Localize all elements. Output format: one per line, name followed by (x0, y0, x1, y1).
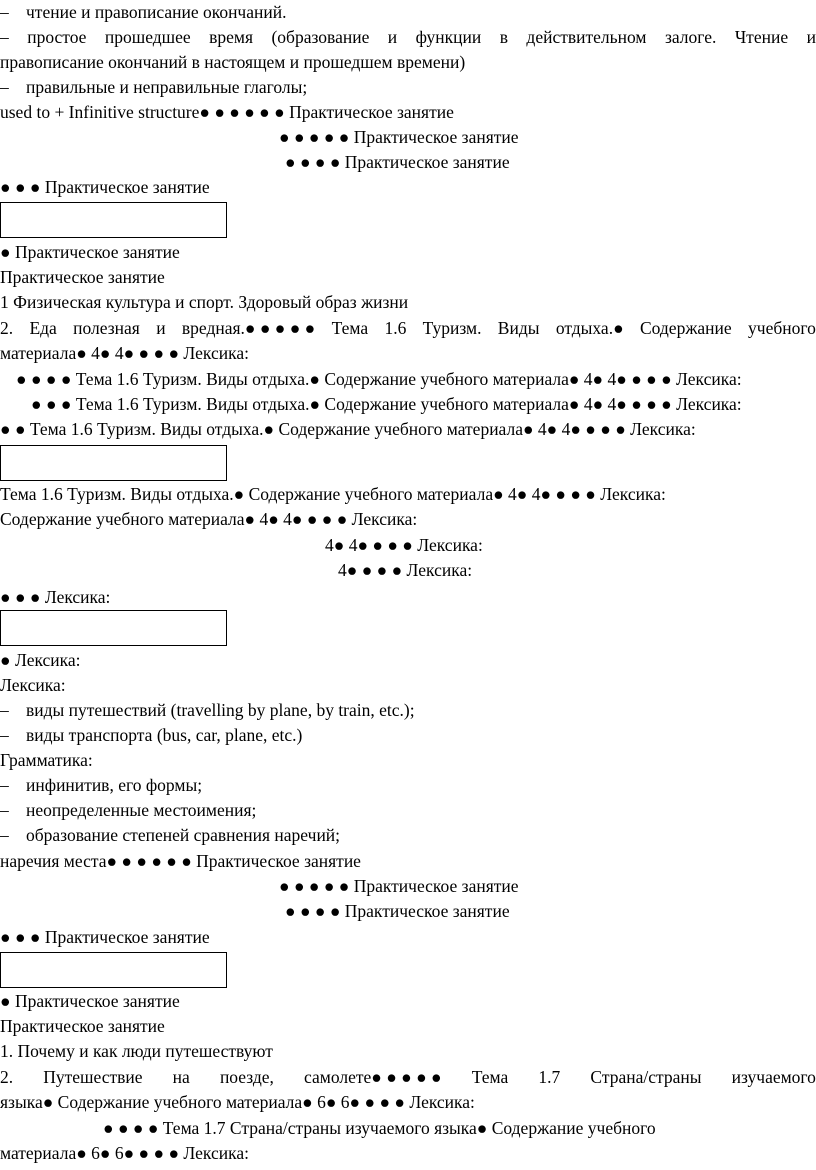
word: Содержание (639, 318, 732, 338)
word: действительном (526, 27, 647, 47)
list-item-text: чтение и правописание окончаний. (26, 2, 287, 22)
list-item (0, 773, 816, 798)
paragraph-line-justified (0, 316, 816, 341)
list-item (0, 723, 816, 748)
empty-box (0, 202, 227, 238)
list-item-text: виды путешествий (travelling by plane, by train, etc.); (26, 700, 415, 720)
dash-marker: – (0, 77, 9, 97)
text-line: ● ● ● Лексика: (0, 587, 111, 607)
list-item-text: неопределенные местоимения; (26, 800, 257, 820)
word: и (387, 27, 398, 47)
text-line: Тема 1.6 Туризм. Виды отдыха.● Содержание учебного материала● 4● 4● ● ● ● Лексика: (0, 484, 666, 504)
dash-marker: – (0, 825, 9, 845)
list-item (0, 0, 816, 25)
empty-box (0, 610, 227, 646)
word: учебного (748, 318, 816, 338)
word: поезде, (219, 1067, 274, 1087)
text-line: наречия места● ● ● ● ● ● Практическое занятие (0, 851, 361, 871)
list-item-text: инфинитив, его формы; (26, 775, 203, 795)
word: – (0, 27, 9, 47)
list-item (0, 75, 816, 100)
text-line: ● ● ● Тема 1.6 Туризм. Виды отдыха.● Содержание учебного материала● 4● 4● ● ● ● Лексика: (31, 394, 742, 414)
text-line: ● Лексика: (0, 650, 81, 670)
dash-marker: – (0, 725, 9, 745)
paragraph-line: правописание окончаний в настоящем и прошедшем времени) (0, 52, 466, 72)
text-line: Содержание учебного материала● 4● 4● ● ● ● Лексика: (0, 509, 418, 529)
word: Путешествие (43, 1067, 143, 1087)
word: простое (27, 27, 87, 47)
paragraph-line-justified (0, 25, 816, 50)
text-line: ● ● ● ● Практическое занятие (285, 152, 510, 172)
text-line: ● ● ● Практическое занятие (0, 177, 210, 197)
word: вредная.● ● ● ● ● (181, 318, 316, 338)
text-line: ● Практическое занятие (0, 242, 180, 262)
text-line: ● ● ● ● ● Практическое занятие (279, 127, 519, 147)
word: Тема (331, 318, 369, 338)
word: функции (415, 27, 482, 47)
text-line: 4● 4● ● ● ● Лексика: (325, 535, 483, 555)
text-line: 1. Почему и как люди путешествуют (0, 1041, 273, 1061)
list-item-text: виды транспорта (bus, car, plane, etc.) (26, 725, 303, 745)
word: на (172, 1067, 190, 1087)
word: 1.7 (538, 1067, 561, 1087)
word: отдыха.● (555, 318, 624, 338)
word: изучаемого (731, 1067, 816, 1087)
list-item (0, 798, 816, 823)
text-line: ● ● ● Практическое занятие (0, 927, 210, 947)
word: Туризм. (422, 318, 482, 338)
text-line: ● Практическое занятие (0, 991, 180, 1011)
text-line: Лексика: (0, 675, 66, 695)
word: Чтение (734, 27, 789, 47)
word: в (499, 27, 508, 47)
text-line: материала● 4● 4● ● ● ● Лексика: (0, 343, 249, 363)
word: Тема (471, 1067, 509, 1087)
empty-box (0, 952, 227, 988)
word: и (156, 318, 166, 338)
word: Виды (497, 318, 540, 338)
paragraph-line-justified (0, 1065, 816, 1090)
empty-box (0, 445, 227, 481)
dash-marker: – (0, 775, 9, 795)
word: 1.6 (384, 318, 407, 338)
word: 2. (0, 318, 14, 338)
word: Еда (29, 318, 57, 338)
text-line: материала● 6● 6● ● ● ● Лексика: (0, 1143, 249, 1163)
text-line: 4● ● ● ● Лексика: (338, 560, 473, 580)
word: 2. (0, 1067, 14, 1087)
section-heading: Грамматика: (0, 750, 93, 770)
list-item-text: правильные и неправильные глаголы; (26, 77, 308, 97)
text-line: ● ● Тема 1.6 Туризм. Виды отдыха.● Содержание учебного материала● 4● 4● ● ● ● Лексика: (0, 419, 696, 439)
text-line: ● ● ● ● Тема 1.7 Страна/страны изучаемого языка● Содержание учебного (103, 1118, 656, 1138)
word: залоге. (664, 27, 717, 47)
text-line: 1 Физическая культура и спорт. Здоровый образ жизни (0, 292, 409, 312)
list-item (0, 698, 816, 723)
text-line: ● ● ● ● Тема 1.6 Туризм. Виды отдыха.● Содержание учебного материала● 4● 4● ● ● ● Лексика: (16, 369, 742, 389)
word: (образование (271, 27, 370, 47)
text-line: ● ● ● ● Практическое занятие (285, 901, 510, 921)
text-line: Практическое занятие (0, 1016, 165, 1036)
word: полезная (73, 318, 140, 338)
list-item (0, 823, 816, 848)
dash-marker: – (0, 800, 9, 820)
word: и (806, 27, 816, 47)
word: Страна/страны (590, 1067, 702, 1087)
text-line: Практическое занятие (0, 267, 165, 287)
list-item-text: образование степеней сравнения наречий; (26, 825, 341, 845)
dash-marker: – (0, 700, 9, 720)
text-line: ● ● ● ● ● Практическое занятие (279, 876, 519, 896)
word: самолете● ● ● ● ● (304, 1067, 442, 1087)
text-line: языка● Содержание учебного материала● 6● 6● ● ● ● Лексика: (0, 1092, 475, 1112)
word: время (209, 27, 254, 47)
word: прошедшее (104, 27, 191, 47)
text-line: used to + Infinitive structure● ● ● ● ● ● Практическое занятие (0, 102, 454, 122)
dash-marker: – (0, 2, 9, 22)
